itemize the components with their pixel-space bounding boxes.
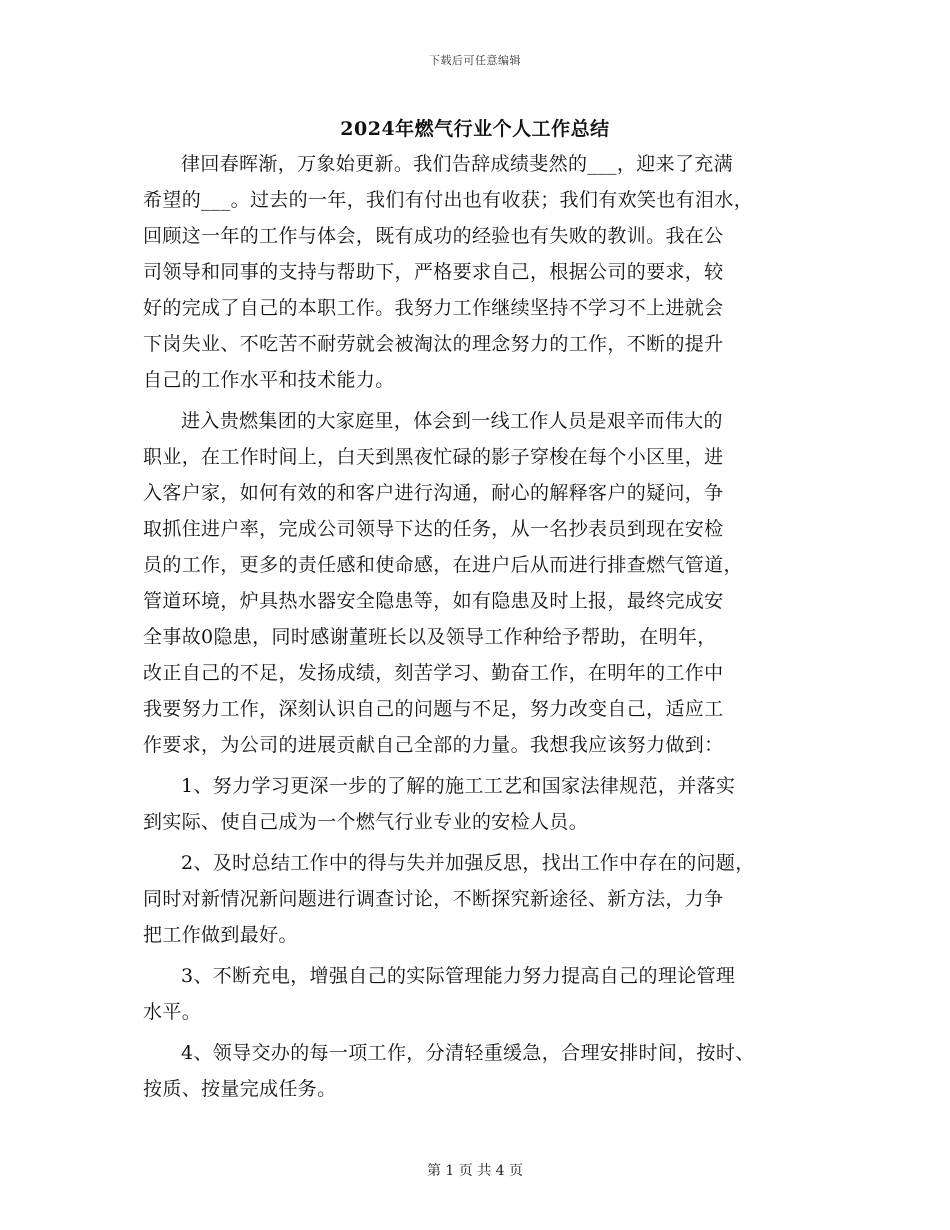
text-line: 把工作做到最好。 [143,924,298,946]
document-title: 2024年燃气行业个人工作总结 [340,118,610,140]
header-note: 下载后可任意编辑 [429,54,521,67]
text-line: 2、及时总结工作中的得与失并加强反思，找出工作中存在的问题， [181,852,755,874]
text-line: 同时对新情况新问题进行调查讨论，不断探究新途径、新方法，力争 [143,888,724,910]
text-line: 下岗失业、不吃苦不耐劳就会被淘汰的理念努力的工作，不断的提升 [143,333,724,355]
document-body [143,146,809,1107]
page-footer: 第 1 页 共 4 页 [426,1163,524,1179]
paragraph [143,1035,809,1107]
text-line: 取抓住进户率，完成公司领导下达的任务，从一名抄表员到现在安检 [143,518,724,540]
paragraph [143,845,809,953]
text-line: 进入贵燃集团的大家庭里，体会到一线工作人员是艰辛而伟大的 [181,410,723,432]
text-line: 1、努力学习更深一步的了解的施工工艺和国家法律规范，并落实 [181,775,736,797]
text-line: 希望的___。过去的一年，我们有付出也有收获；我们有欢笑也有泪水， [143,189,754,211]
text-line: 改正自己的不足，发扬成绩，刻苦学习、勤奋工作，在明年的工作中 [143,662,724,684]
text-line: 3、不断充电，增强自己的实际管理能力努力提高自己的理论管理 [181,965,736,987]
paragraph [143,403,809,763]
text-line: 全事故0隐患，同时感谢董班长以及领导工作种给予帮助，在明年， [143,626,717,648]
text-line: 司领导和同事的支持与帮助下，严格要求自己，根据公司的要求，较 [143,261,724,283]
text-line: 员的工作，更多的责任感和使命感，在进户后从而进行排查燃气管道， [143,554,743,576]
text-line: 作要求，为公司的进展贡献自己全部的力量。我想我应该努力做到： [143,734,724,756]
text-line: 好的完成了自己的本职工作。我努力工作继续坚持不学习不上进就会 [143,297,724,319]
text-line: 水平。 [143,1001,202,1023]
text-line: 到实际、使自己成为一个燃气行业专业的安检人员。 [143,811,589,833]
text-line: 4、领导交办的每一项工作，分清轻重缓急，合理安排时间，按时、 [181,1042,755,1064]
text-line: 职业，在工作时间上，白天到黑夜忙碌的影子穿梭在每个小区里，进 [143,446,724,468]
paragraph [143,958,809,1030]
text-line: 我要努力工作，深刻认识自己的问题与不足，努力改变自己，适应工 [143,698,724,720]
text-line: 按质、按量完成任务。 [143,1078,337,1100]
text-line: 管道环境，炉具热水器安全隐患等，如有隐患及时上报，最终完成安 [143,590,724,612]
text-line: 自己的工作水平和技术能力。 [143,369,395,391]
text-line: 律回春晖渐，万象始更新。我们告辞成绩斐然的___，迎来了充满 [181,153,734,175]
text-line: 回顾这一年的工作与体会，既有成功的经验也有失败的教训。我在公 [143,225,724,247]
paragraph [143,146,809,398]
paragraph [143,768,809,840]
text-line: 入客户家，如何有效的和客户进行沟通，耐心的解释客户的疑问，争 [143,482,724,504]
